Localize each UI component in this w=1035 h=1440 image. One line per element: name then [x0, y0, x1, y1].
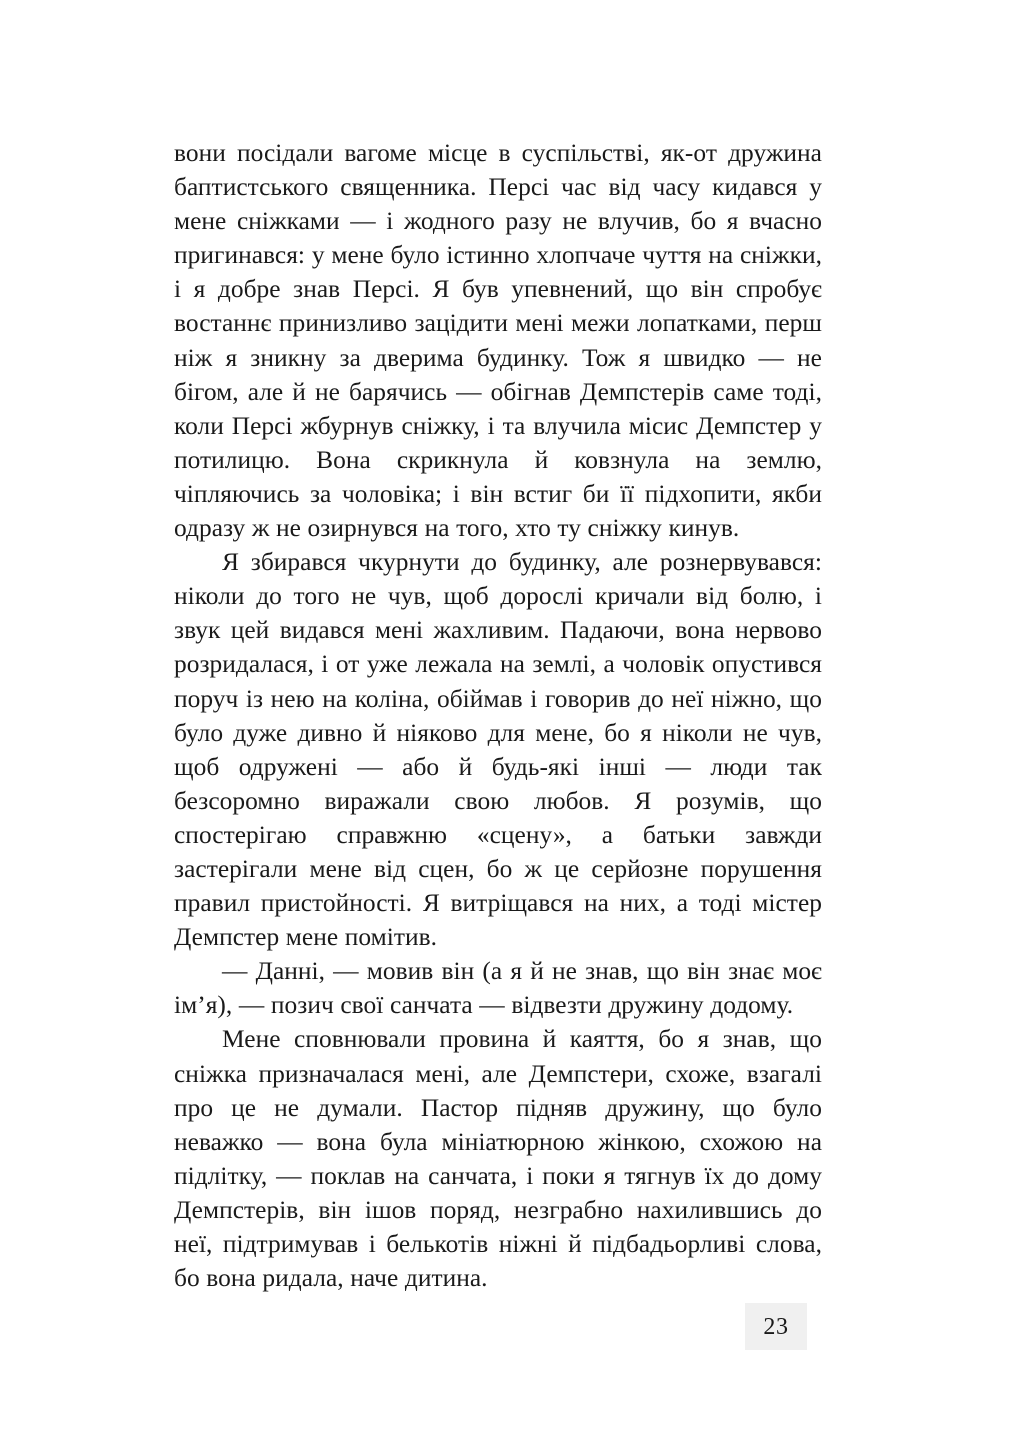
dialogue-paragraph: — Данні, — мовив він (а я й не знав, що він знає моє ім’я), — позич свої санчата — відвезти дружину додому.	[174, 957, 822, 1020]
page-number: 23	[763, 1313, 789, 1340]
body-paragraph: Я збирався чкурнути до будинку, але рознервувався: ніколи до того не чув, щоб дорослі кричали від болю, і звук цей видався мені жахливим. Падаючи, вона нервово розридалася, і от уже лежала на землі, а чоловік опустився поруч із нею на коліна, обіймав і говорив до неї ніжно, що було дуже дивно й ніяково для мене, бо я ніколи не чув, щоб одружені — або й будь-які інші — люди так безсоромно виражали свою любов. Я розумів, що спостерігаю справжню «сцену», а батьки завжди застерігали мене від сцен, бо ж це серйозне порушення правил пристойності. Я витріщався на них, а тоді містер Демпстер мене помітив.	[174, 548, 822, 952]
body-paragraph: вони посідали вагоме місце в суспільстві, як-от дружина баптистського священника. Персі час від часу кидався у мене сніжками — і жодного разу не влучив, бо я вчасно пригинався: у мене було істинно хлопчаче чуття на сніжки, і я добре знав Персі. Я був упевнений, що він спробує востаннє принизливо зацідити мені межи лопатками, перш ніж я зникну за дверима будинку. Тож я швидко — не бігом, але й не барячись — обігнав Демпстерів саме тоді, коли Персі жбурнув сніжку, і та влучила місис Демпстер у потилицю. Вона скрикнула й ковзнула на землю, чіпляючись за чоловіка; і він встиг би її підхопити, якби одразу ж не озирнувся на того, хто ту сніжку кинув.	[174, 139, 822, 543]
page-number-box	[745, 1303, 807, 1350]
text-column	[174, 136, 822, 1295]
body-paragraph: Мене сповнювали провина й каяття, бо я знав, що сніжка призначалася мені, але Демпстери, схоже, взагалі про це не думали. Пастор підняв дружину, що було неважко — вона була мініатюрною жінкою, схожою на підлітку, — поклав на санчата, і поки я тягнув їх до дому Демпстерів, він ішов поряд, незграбно нахилившись до неї, підтримував і белькотів ніжні й підбадьорливі слова, бо вона ридала, наче дитина.	[174, 1025, 822, 1293]
